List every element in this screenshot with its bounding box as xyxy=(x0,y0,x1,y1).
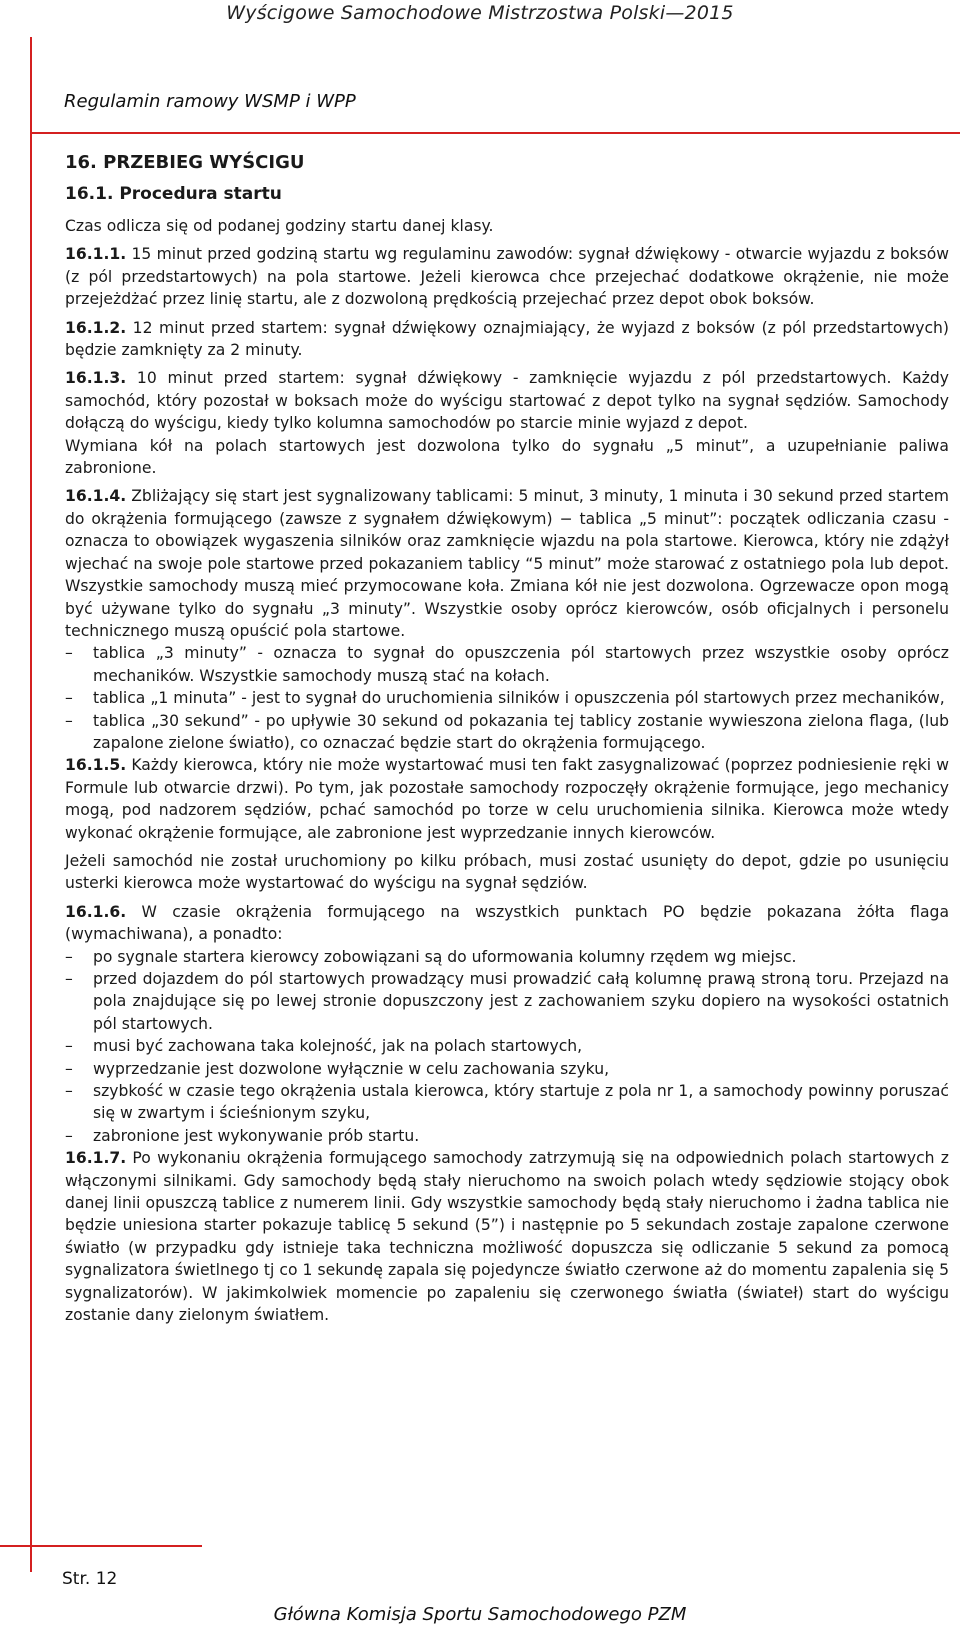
section-heading: 16. PRZEBIEG WYŚCIGU xyxy=(65,152,305,173)
paragraph-16-1-1 xyxy=(65,243,949,310)
formation-lap-list xyxy=(65,946,949,1148)
paragraph-text: Zbliżający się start jest sygnalizowany tablicami: 5 minut, 3 minuty, 1 minuta i 30 sekund przed startem do okrążenia formującego (zawsze z sygnałem dźwiękowym) − tablica „5 minut”: początek odliczania czasu - oznacza to obowiązek wygaszenia silników oraz zamknięcie wjazdu na pola startowe. Kierowca, który nie zdążył wjechać na swoje pole startowe przed pokazaniem tablicy “5 minut” może starować z ostatniego pola lub depot. Wszystkie samochody muszą mieć przymocowane koła. Zmiana kół nie jest dozwolona. Ogrzewacze opon mogą być używane tylko do sygnału „3 minuty”. Wszystkie osoby oprócz kierowców, osób oficjalnych i personelu technicznego muszą opuścić pola startowe. xyxy=(65,487,949,640)
list-item: – zabronione jest wykonywanie prób startu. xyxy=(65,1125,949,1147)
header-rule xyxy=(30,132,960,134)
paragraph-number: 16.1.2. xyxy=(65,318,127,337)
list-item: – tablica „1 minuta” - jest to sygnał do uruchomienia silników i opuszczenia pól startowych przez mechaników, xyxy=(65,687,949,709)
paragraph-number: 16.1.1. xyxy=(65,245,127,264)
page-number: Str. 12 xyxy=(62,1569,118,1589)
paragraph-text: 15 minut przed godziną startu wg regulaminu zawodów: sygnał dźwiękowy - otwarcie wyjazdu z boksów (z pól przedstartowych) na pola startowe. Jeżeli kierowca chce przejechać dodatkowe okrążenie, nie może przejeżdżać przez linię startu, ale z dozwoloną prędkością przejechać przez depot obok boksów. xyxy=(65,245,949,309)
list-item: – szybkość w czasie tego okrążenia ustala kierowca, który startuje z pola nr 1, a samochody powinny poruszać się w zwartym i ścieśnionym szyku, xyxy=(65,1080,949,1125)
paragraph-16-1-6 xyxy=(65,901,949,946)
footer-organization: Główna Komisja Sportu Samochodowego PZM xyxy=(273,1604,687,1625)
paragraph-16-1-3 xyxy=(65,367,949,434)
paragraph-number: 16.1.6. xyxy=(65,902,127,921)
paragraph-number: 16.1.4. xyxy=(65,487,127,506)
paragraph-16-1-4 xyxy=(65,485,949,642)
intro-paragraph: Czas odlicza się od podanej godziny startu danej klasy. xyxy=(65,217,494,235)
list-item: – wyprzedzanie jest dozwolone wyłącznie w celu zachowania szyku, xyxy=(65,1058,949,1080)
paragraph-text: 12 minut przed startem: sygnał dźwiękowy oznajmiający, że wyjazd z boksów (z pól przedstartowych) będzie zamknięty za 2 minuty. xyxy=(65,318,949,360)
document-header-title: Wyścigowe Samochodowe Mistrzostwa Polski—2015 xyxy=(226,2,734,24)
paragraph-text: Każdy kierowca, który nie może wystartować musi ten fakt zasygnalizować (poprzez podniesienie ręki w Formule lub otwarcie drzwi). Po tym, jak pozostałe samochody rozpoczęły okrążenie formujące, jego mechanicy mogą, pod nadzorem sędziów, pchać samochód po torze w celu uruchomienia silnika. Kierowca może wtedy wykonać okrążenie formujące, ale zabronione jest wyprzedzanie innych kierowców. xyxy=(65,756,949,842)
list-item: – po sygnale startera kierowcy zobowiązani są do uformowania kolumny rzędem wg miejsc. xyxy=(65,946,949,968)
document-subtitle: Regulamin ramowy WSMP i WPP xyxy=(64,91,356,112)
paragraph-16-1-7 xyxy=(65,1147,949,1326)
paragraph-number: 16.1.3. xyxy=(65,369,127,388)
list-item: – tablica „3 minuty” - oznacza to sygnał do opuszczenia pól startowych przez wszystkie osoby oprócz mechaników. Wszystkie samochody muszą stać na kołach. xyxy=(65,642,949,687)
paragraph-text: 10 minut przed startem: sygnał dźwiękowy - zamknięcie wyjazdu z pól przedstartowych. Każdy samochód, który pozostał w boksach może do wyścigu startować z depot tylko na sygnał sędziów. Samochody dołączą do wyścigu, kiedy tylko kolumna samochodów po starcie minie wyjazd z depot. xyxy=(65,369,949,433)
list-item: – musi być zachowana taka kolejność, jak na polach startowych, xyxy=(65,1035,949,1057)
paragraph-text: W czasie okrążenia formującego na wszystkich punktach PO będzie pokazana żółta flaga (wymachiwana), a ponadto: xyxy=(65,902,949,944)
paragraph-number: 16.1.5. xyxy=(65,756,127,775)
paragraph-number: 16.1.7. xyxy=(65,1149,127,1168)
paragraph-16-1-2 xyxy=(65,317,949,362)
start-board-list xyxy=(65,642,949,754)
document-body xyxy=(65,147,949,1327)
paragraph-16-1-5-continued: Jeżeli samochód nie został uruchomiony po kilku próbach, musi zostać usunięty do depot, gdzie po usunięciu usterki kierowca może wystartować do wyścigu na sygnał sędziów. xyxy=(65,851,949,893)
list-item: – tablica „30 sekund” - po upływie 30 sekund od pokazania tej tablicy zostanie wywieszona zielona flaga, (lub zapalone zielone światło), co oznaczać będzie start do okrążenia formującego. xyxy=(65,710,949,755)
paragraph-16-1-5 xyxy=(65,754,949,844)
list-item: – przed dojazdem do pól startowych prowadzący musi prowadzić całą kolumnę prawą stroną toru. Przejazd na pola znajdujące się po lewej stronie dopuszczony jest z zachowaniem szyku dopiero na wysokości ostatnich pól startowych. xyxy=(65,968,949,1035)
paragraph-text: Po wykonaniu okrążenia formującego samochody zatrzymują się na odpowiednich polach startowych z włączonymi silnikami. Gdy samochody będą stały nieruchomo na swoich polach wtedy sędziowie stojący obok danej linii opuszczą tablice z numerem linii. Gdy wszystkie samochody będą stały nieruchomo i żadna tablica nie będzie uniesiona starter pokazuje tablicę 5 sekund (5”) i następnie po 5 sekundach zostaje zapalone czerwone światło (w przypadku gdy istnieje taka techniczna możliwość dopuszcza się odliczanie 5 sekund za pomocą sygnalizatora świetlnego tj co 1 sekundę zapala się pojedyncze światło czerwone aż do momentu zapalenia się 5 sygnalizatorów). W jakimkolwiek momencie po zapaleniu się czerwonego światła (świateł) start do wyścigu zostanie dany zielonym światłem. xyxy=(65,1149,949,1325)
paragraph-16-1-3-continued: Wymiana kół na polach startowych jest dozwolona tylko do sygnału „5 minut”, a uzupełnianie paliwa zabronione. xyxy=(65,436,949,478)
left-margin-rule xyxy=(30,37,32,1572)
footer-rule xyxy=(0,1545,202,1547)
subsection-heading: 16.1. Procedura startu xyxy=(65,184,282,204)
